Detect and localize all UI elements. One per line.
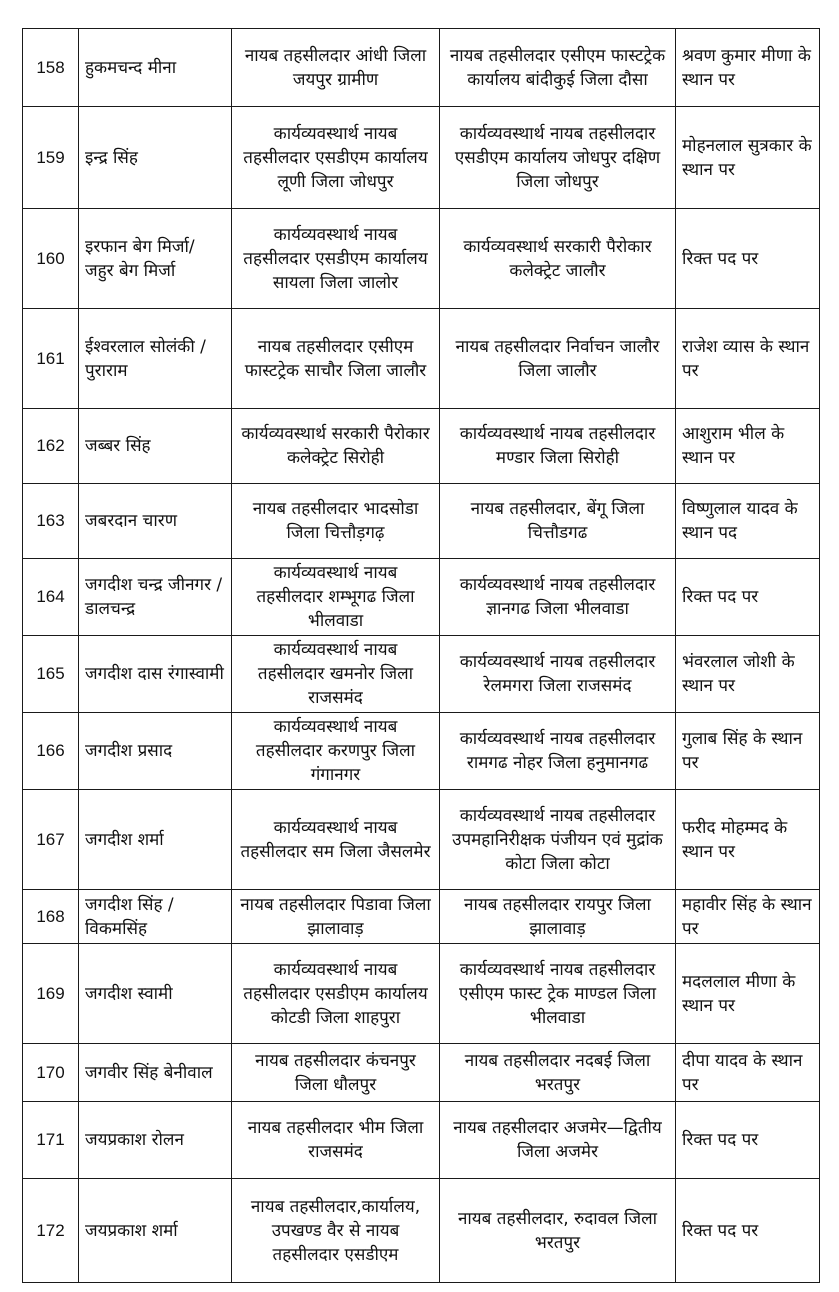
new-posting: कार्यव्यवस्थार्थ नायब तहसीलदार एसडीएम कार्यालय जोधपुर दक्षिण जिला जोधपुर: [440, 107, 676, 209]
serial-number: 162: [23, 409, 79, 484]
remark: फरीद मोहम्मद के स्थान पर: [676, 790, 820, 890]
remark: रिक्त पद पर: [676, 209, 820, 309]
employee-name: हुकमचन्द मीना: [79, 29, 232, 107]
current-posting: नायब तहसीलदार आंधी जिला जयपुर ग्रामीण: [232, 29, 440, 107]
table-row: [23, 29, 820, 107]
current-posting: कार्यव्यवस्थार्थ नायब तहसीलदार शम्भूगढ जिला भीलवाडा: [232, 559, 440, 636]
table-row: [23, 636, 820, 713]
new-posting: नायब तहसीलदार एसीएम फास्टट्रेक कार्यालय बांदीकुई जिला दौसा: [440, 29, 676, 107]
current-posting: नायब तहसीलदार,कार्यालय, उपखण्ड वैर से नायब तहसीलदार एसडीएम: [232, 1179, 440, 1283]
serial-number: 160: [23, 209, 79, 309]
employee-name: जगदीश सिंह / विकमसिंह: [79, 890, 232, 944]
remark: रिक्त पद पर: [676, 559, 820, 636]
current-posting: कार्यव्यवस्थार्थ नायब तहसीलदार एसडीएम कार्यालय सायला जिला जालोर: [232, 209, 440, 309]
remark: राजेश व्यास के स्थान पर: [676, 309, 820, 409]
transfer-table: [22, 28, 820, 1283]
table-row: [23, 1102, 820, 1179]
employee-name: इरफान बेग मिर्जा/ जहुर बेग मिर्जा: [79, 209, 232, 309]
table-row: [23, 790, 820, 890]
table-row: [23, 107, 820, 209]
employee-name: इन्द्र सिंह: [79, 107, 232, 209]
new-posting: कार्यव्यवस्थार्थ नायब तहसीलदार रामगढ नोहर जिला हनुमानगढ: [440, 713, 676, 790]
table-row: [23, 209, 820, 309]
employee-name: ईश्वरलाल सोलंकी / पुराराम: [79, 309, 232, 409]
new-posting: कार्यव्यवस्थार्थ सरकारी पैरोकार कलेक्ट्रेट जालौर: [440, 209, 676, 309]
new-posting: कार्यव्यवस्थार्थ नायब तहसीलदार उपमहानिरीक्षक पंजीयन एवं मुद्रांक कोटा जिला कोटा: [440, 790, 676, 890]
current-posting: कार्यव्यवस्थार्थ नायब तहसीलदार खमनोर जिला राजसमंद: [232, 636, 440, 713]
serial-number: 168: [23, 890, 79, 944]
employee-name: जगदीश दास रंगास्वामी: [79, 636, 232, 713]
current-posting: कार्यव्यवस्थार्थ सरकारी पैरोकार कलेक्ट्रेट सिरोही: [232, 409, 440, 484]
remark: आशुराम भील के स्थान पर: [676, 409, 820, 484]
new-posting: नायब तहसीलदार निर्वाचन जालौर जिला जालौर: [440, 309, 676, 409]
new-posting: कार्यव्यवस्थार्थ नायब तहसीलदार रेलमगरा जिला राजसमंद: [440, 636, 676, 713]
employee-name: जगदीश शर्मा: [79, 790, 232, 890]
current-posting: नायब तहसीलदार पिडावा जिला झालावाड़: [232, 890, 440, 944]
remark: रिक्त पद पर: [676, 1179, 820, 1283]
current-posting: नायब तहसीलदार भादसोडा जिला चित्तौड़गढ़: [232, 484, 440, 559]
new-posting: नायब तहसीलदार, रुदावल जिला भरतपुर: [440, 1179, 676, 1283]
employee-name: जबरदान चारण: [79, 484, 232, 559]
employee-name: जयप्रकाश शर्मा: [79, 1179, 232, 1283]
serial-number: 161: [23, 309, 79, 409]
serial-number: 158: [23, 29, 79, 107]
new-posting: कार्यव्यवस्थार्थ नायब तहसीलदार ज्ञानगढ जिला भीलवाडा: [440, 559, 676, 636]
remark: गुलाब सिंह के स्थान पर: [676, 713, 820, 790]
employee-name: जयप्रकाश रोलन: [79, 1102, 232, 1179]
new-posting: कार्यव्यवस्थार्थ नायब तहसीलदार एसीएम फास्ट ट्रेक माण्डल जिला भीलवाडा: [440, 944, 676, 1044]
serial-number: 159: [23, 107, 79, 209]
table-row: [23, 890, 820, 944]
table-row: [23, 309, 820, 409]
table-row: [23, 484, 820, 559]
current-posting: नायब तहसीलदार कंचनपुर जिला धौलपुर: [232, 1044, 440, 1102]
serial-number: 172: [23, 1179, 79, 1283]
serial-number: 171: [23, 1102, 79, 1179]
current-posting: कार्यव्यवस्थार्थ नायब तहसीलदार एसडीएम कार्यालय कोटडी जिला शाहपुरा: [232, 944, 440, 1044]
serial-number: 167: [23, 790, 79, 890]
current-posting: कार्यव्यवस्थार्थ नायब तहसीलदार करणपुर जिला गंगानगर: [232, 713, 440, 790]
new-posting: नायब तहसीलदार अजमेर—द्वितीय जिला अजमेर: [440, 1102, 676, 1179]
remark: मदललाल मीणा के स्थान पर: [676, 944, 820, 1044]
table-row: [23, 409, 820, 484]
current-posting: नायब तहसीलदार एसीएम फास्टट्रेक साचौर जिला जालौर: [232, 309, 440, 409]
employee-name: जगवीर सिंह बेनीवाल: [79, 1044, 232, 1102]
serial-number: 163: [23, 484, 79, 559]
remark: भंवरलाल जोशी के स्थान पर: [676, 636, 820, 713]
employee-name: जगदीश प्रसाद: [79, 713, 232, 790]
current-posting: कार्यव्यवस्थार्थ नायब तहसीलदार एसडीएम कार्यालय लूणी जिला जोधपुर: [232, 107, 440, 209]
serial-number: 170: [23, 1044, 79, 1102]
current-posting: नायब तहसीलदार भीम जिला राजसमंद: [232, 1102, 440, 1179]
table-row: [23, 1179, 820, 1283]
table-row: [23, 713, 820, 790]
serial-number: 165: [23, 636, 79, 713]
table-row: [23, 1044, 820, 1102]
remark: मोहनलाल सुत्रकार के स्थान पर: [676, 107, 820, 209]
remark: महावीर सिंह के स्थान पर: [676, 890, 820, 944]
employee-name: जगदीश चन्द्र जीनगर / डालचन्द्र: [79, 559, 232, 636]
new-posting: कार्यव्यवस्थार्थ नायब तहसीलदार मण्डार जिला सिरोही: [440, 409, 676, 484]
serial-number: 164: [23, 559, 79, 636]
table-row: [23, 944, 820, 1044]
remark: विष्णुलाल यादव के स्थान पद: [676, 484, 820, 559]
new-posting: नायब तहसीलदार रायपुर जिला झालावाड़: [440, 890, 676, 944]
new-posting: नायब तहसीलदार, बेंगू जिला चित्तौडगढ: [440, 484, 676, 559]
remark: रिक्त पद पर: [676, 1102, 820, 1179]
table-row: [23, 559, 820, 636]
employee-name: जगदीश स्वामी: [79, 944, 232, 1044]
new-posting: नायब तहसीलदार नदबई जिला भरतपुर: [440, 1044, 676, 1102]
employee-name: जब्बर सिंह: [79, 409, 232, 484]
serial-number: 169: [23, 944, 79, 1044]
remark: श्रवण कुमार मीणा के स्थान पर: [676, 29, 820, 107]
remark: दीपा यादव के स्थान पर: [676, 1044, 820, 1102]
current-posting: कार्यव्यवस्थार्थ नायब तहसीलदार सम जिला जैसलमेर: [232, 790, 440, 890]
serial-number: 166: [23, 713, 79, 790]
